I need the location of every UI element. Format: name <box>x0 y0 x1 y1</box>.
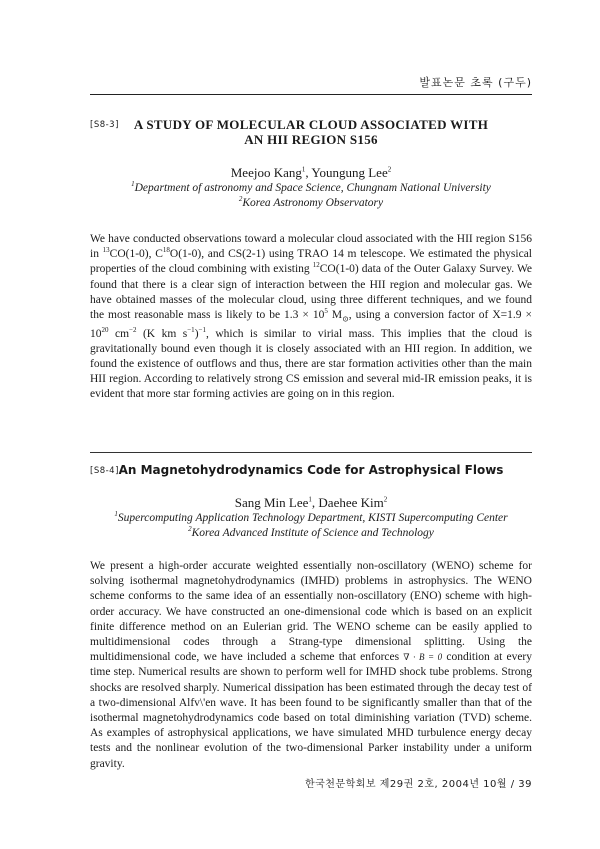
paper-code: [S8-3] <box>90 120 119 130</box>
paper-authors: Meejoo Kang$^1$, Youngung Lee$^2$ <box>230 165 392 180</box>
affiliation-2: $^2$Korea Astronomy Observatory <box>238 195 384 209</box>
paper-s8-4 <box>90 463 532 772</box>
affiliation-1: $^1$Department of astronomy and Space Science, Chungnam National University <box>131 180 491 194</box>
paper-s8-3 <box>90 117 532 403</box>
page-footer: 한국천문학회보 제29권 2호, 2004년 10월 / 39 <box>304 779 532 790</box>
paper-code: [S8-4] <box>90 466 119 476</box>
section-divider <box>90 452 532 453</box>
author-2: Daehee Kim <box>318 495 384 510</box>
author-1: Meejoo Kang <box>230 165 302 180</box>
paper-title <box>90 117 532 147</box>
author-2: Youngung Lee <box>311 165 388 180</box>
paper-title-text: An Magnetohydrodynamics Code for Astrophysical Flows <box>118 463 504 477</box>
paper-authors: Sang Min Lee$^1$, Daehee Kim$^2$ <box>234 495 388 510</box>
paper-abstract: We present a high-order accurate weighted essentially non-oscillatory (WENO) scheme for solving isothermal magnetohydrodynamics (IMHD) problems in astrophysics. The WENO scheme conforms to the same idea of an essentially non-oscillatory (ENO) scheme with high-order accuracy. We have constructed an one-dimensional code which is based on an explicit finite difference method on an Eulerian grid. The WENO scheme can be easily applied to multidimensional codes through a Strang-type dimensional splitting. Using the multidimensional code, we have included a scheme that enforces ∇ · B = 0 condition at every time step. Numerical results are shown to perform well for IMHD shock tube problems. Strong shocks are resolved sharply. Numerical dissipation has been estimated through the decay test of a two-dimensional Alfv\'en wave. It has been found to be significantly smaller than that of the isothermal magnetohydrodynamics code based on total diminishing variation (TVD) scheme. As examples of astrophysical applications, we have simulated MHD turbulence energy decay tests and the nonlinear evolution of the two-dimensional Parker instability under a uniform gravity. <box>90 560 533 770</box>
affiliation-1: $^1$Supercomputing Application Technology Department, KISTI Supercomputing Center <box>114 510 508 524</box>
paper-abstract: We have conducted observations toward a molecular cloud associated with the HII region S156 in $^{13}$CO(1-0), $C^{18}O(1-0)$, and CS(2-1) using TRAO 14 m telescope. We estimated the physical properties of the cloud combining with existing $^{12}$CO(1-0) data of the Outer Galaxy Survey. We found that there is a clear sign of interaction between the HII region and molecular gas. We have obtained masses of the molecular cloud, using three different techniques, and we found the most reasonable mass is likely to be $1.3 \times 10^5$ $M_⊙$, using a conversion factor of $X=1.9 \times 10^{20}$ $cm^{-2}$ (K km $s^{-1})^{-1}$, which is similar to virial mass. This implies that the cloud is gravitationally bound even though it is closely associated with an HII region. In addition, we found the existence of outflows and thus, there are star formation activities other than the main HII region. According to relatively strong CS emission and several mid-IR emission peaks, it is evident that more star forming activies are going on in this region. <box>90 233 532 401</box>
author-1: Sang Min Lee <box>234 495 309 510</box>
paper-title <box>90 463 532 477</box>
paper-title-line2: AN HII REGION S156 <box>244 132 378 147</box>
affiliation-2: $^2$Korea Advanced Institute of Science and Technology <box>188 525 434 539</box>
paper-title-line1: A STUDY OF MOLECULAR CLOUD ASSOCIATED WITH <box>133 117 489 132</box>
section-header: 발표논문 초록 (구두) <box>419 76 532 89</box>
div-b-formula: ∇ · B = 0 <box>403 652 443 663</box>
header-divider <box>90 94 532 95</box>
